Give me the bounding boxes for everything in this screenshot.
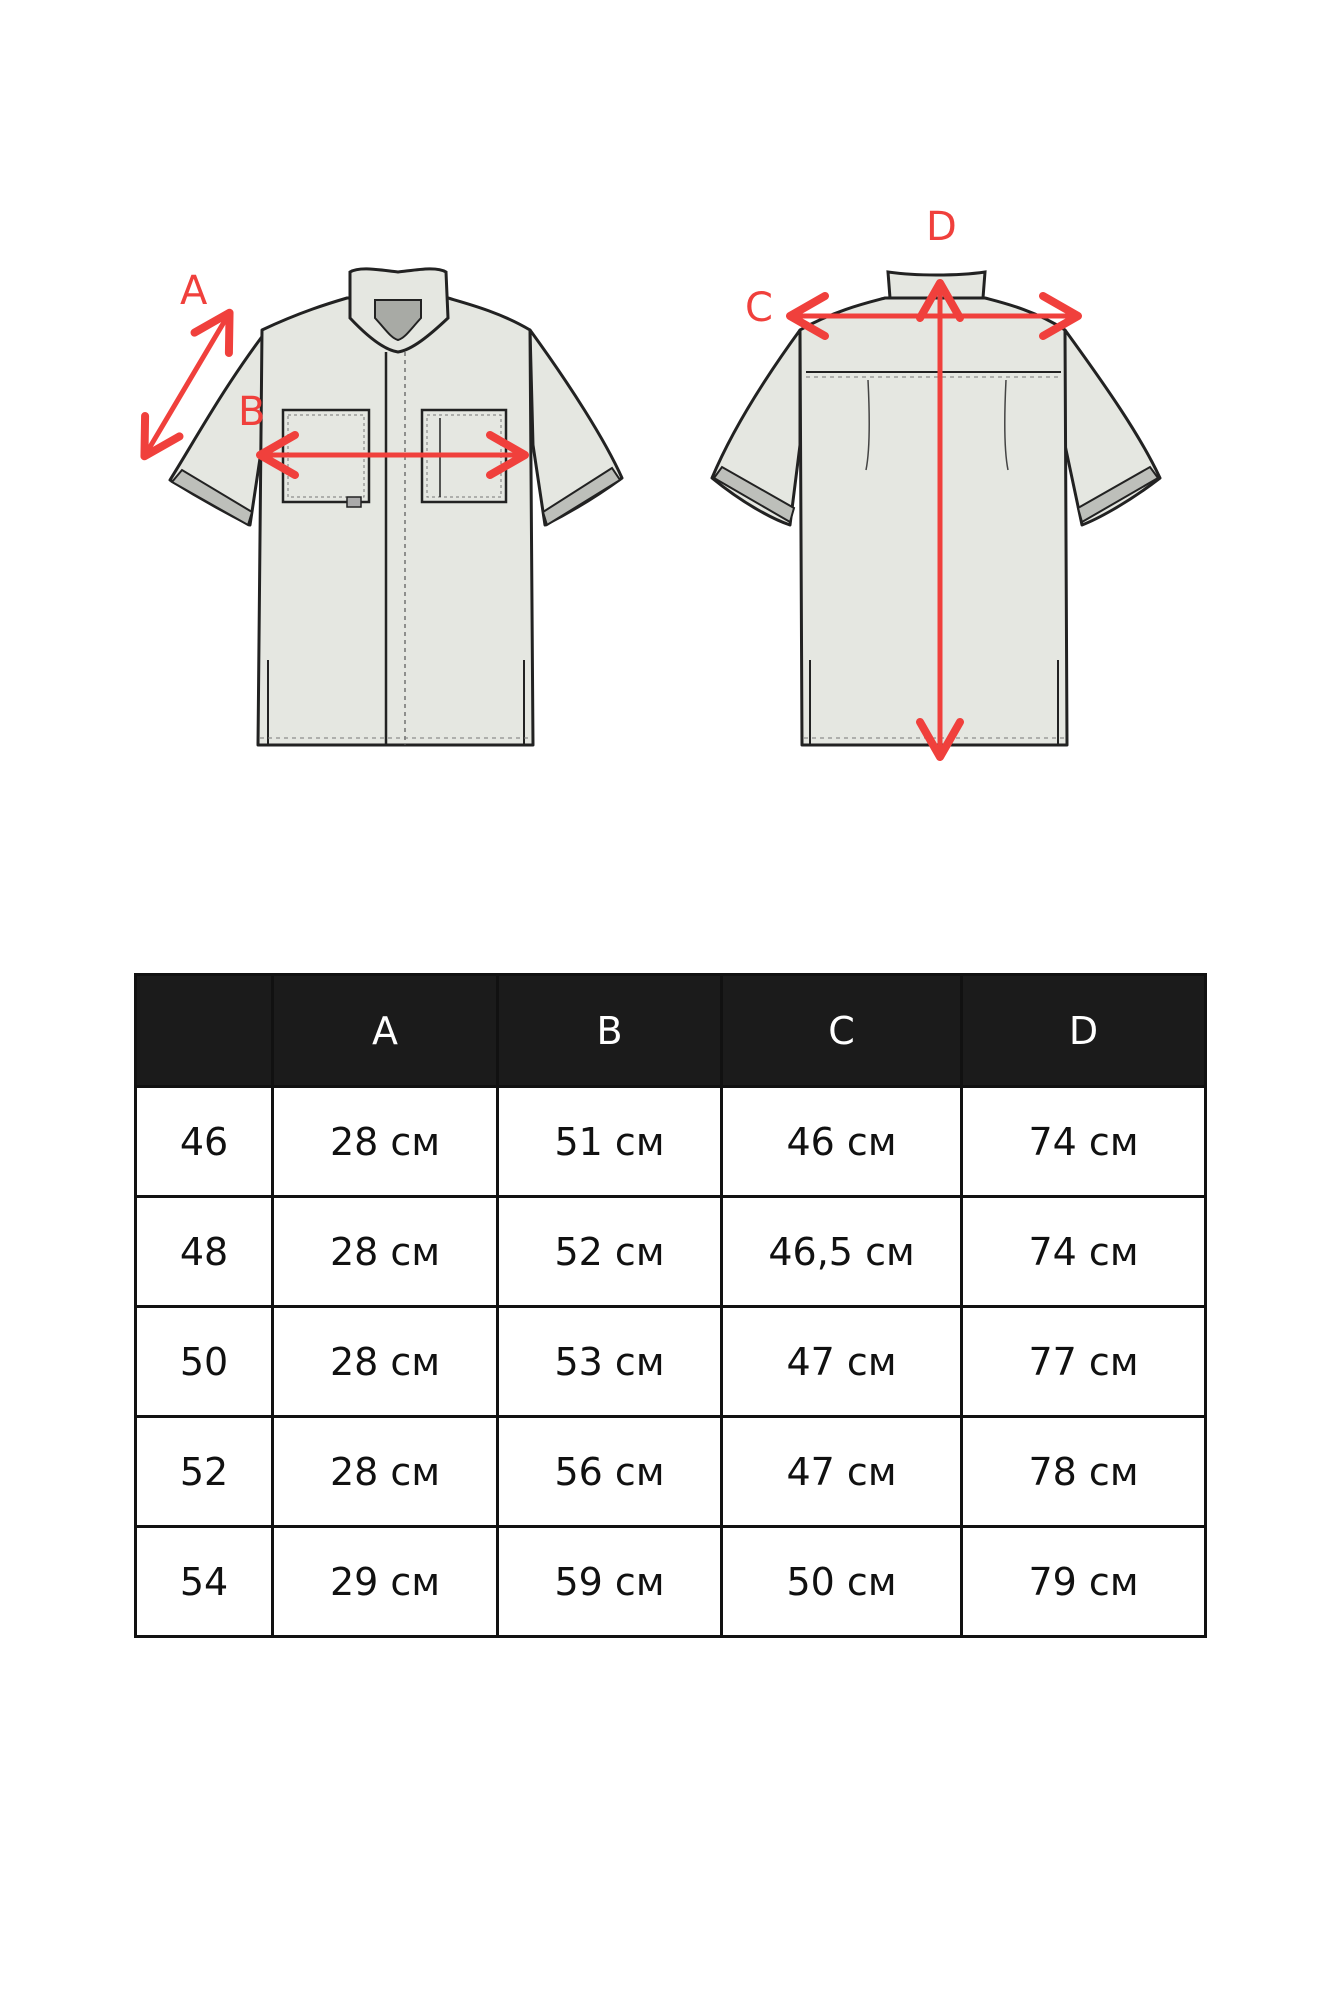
cell-b: 56 см (498, 1417, 722, 1527)
shirt-back (712, 272, 1160, 745)
header-b: B (498, 975, 722, 1087)
cell-c: 46 см (722, 1087, 962, 1197)
header-d: D (962, 975, 1206, 1087)
table-header-row (136, 975, 1206, 1087)
cell-d: 79 см (962, 1527, 1206, 1637)
table-row (136, 1417, 1206, 1527)
cell-a: 28 см (273, 1417, 498, 1527)
header-size (136, 975, 273, 1087)
cell-c: 47 см (722, 1417, 962, 1527)
cell-size: 54 (136, 1527, 273, 1637)
cell-a: 28 см (273, 1307, 498, 1417)
cell-c: 46,5 см (722, 1197, 962, 1307)
shirt-front (170, 269, 622, 745)
cell-d: 78 см (962, 1417, 1206, 1527)
cell-d: 74 см (962, 1197, 1206, 1307)
cell-c: 50 см (722, 1527, 962, 1637)
cell-size: 46 (136, 1087, 273, 1197)
label-a: A (180, 268, 208, 314)
cell-b: 59 см (498, 1527, 722, 1637)
label-d: D (926, 204, 957, 250)
back-collar (888, 272, 985, 298)
cell-b: 51 см (498, 1087, 722, 1197)
size-table (134, 973, 1207, 1638)
cell-size: 50 (136, 1307, 273, 1417)
cell-size: 48 (136, 1197, 273, 1307)
front-body (258, 298, 533, 745)
table-row (136, 1527, 1206, 1637)
cell-a: 28 см (273, 1087, 498, 1197)
cell-a: 28 см (273, 1197, 498, 1307)
back-body (800, 298, 1067, 745)
cell-b: 53 см (498, 1307, 722, 1417)
table-row (136, 1307, 1206, 1417)
label-b: B (238, 389, 266, 435)
cell-d: 77 см (962, 1307, 1206, 1417)
cell-size: 52 (136, 1417, 273, 1527)
table-row (136, 1087, 1206, 1197)
header-a: A (273, 975, 498, 1087)
cell-a: 29 см (273, 1527, 498, 1637)
cell-d: 74 см (962, 1087, 1206, 1197)
garment-illustration (0, 0, 1333, 820)
header-c: C (722, 975, 962, 1087)
table-row (136, 1197, 1206, 1307)
cell-c: 47 см (722, 1307, 962, 1417)
label-c: C (745, 285, 773, 331)
cell-b: 52 см (498, 1197, 722, 1307)
